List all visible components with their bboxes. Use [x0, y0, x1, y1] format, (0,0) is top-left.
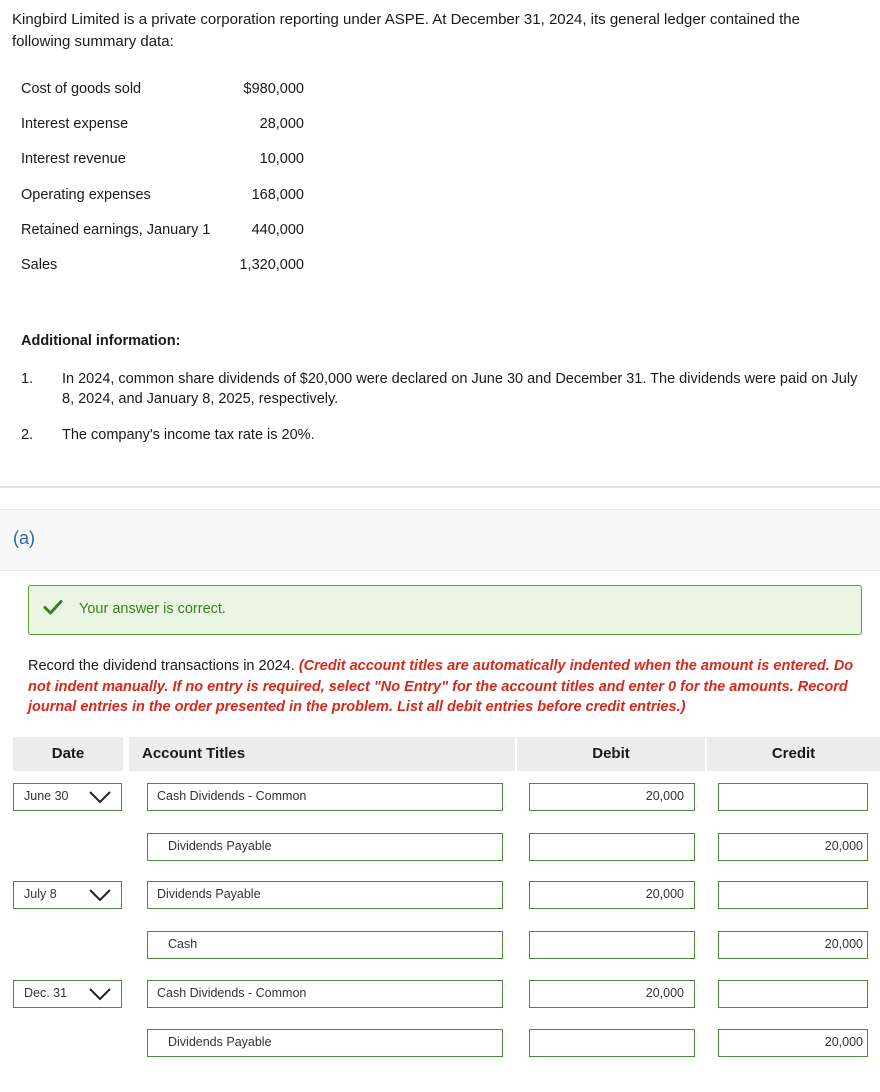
date-value: June 30: [24, 789, 69, 803]
ledger-row: [21, 255, 321, 290]
date-select[interactable]: [13, 980, 122, 1008]
ledger-amount: $980,000: [243, 81, 304, 97]
ledger-label: Interest expense: [21, 116, 129, 133]
credit-input[interactable]: [718, 783, 868, 811]
chevron-down-icon: [88, 789, 112, 805]
date-value: Dec. 31: [24, 986, 68, 1000]
ledger-row: [21, 149, 321, 184]
part-header: [0, 509, 880, 571]
ledger-amount: 28,000: [259, 116, 304, 133]
debit-input[interactable]: [529, 931, 695, 959]
date-select[interactable]: [13, 881, 122, 909]
ledger-label: Cost of goods sold: [21, 81, 142, 97]
header-debit: Debit: [517, 737, 705, 771]
debit-input[interactable]: 20,000: [529, 980, 695, 1008]
ledger-amount: 10,000: [259, 151, 304, 168]
info-item-number: 1.: [21, 371, 34, 387]
credit-input[interactable]: 20,000: [718, 1029, 868, 1057]
credit-input[interactable]: [718, 881, 868, 909]
ledger-label: Sales: [21, 256, 58, 273]
chevron-down-icon: [88, 986, 112, 1002]
ledger-row: [21, 79, 321, 114]
ledger-label: Interest revenue: [21, 151, 126, 168]
account-title-field[interactable]: Cash Dividends - Common: [147, 980, 503, 1008]
date-select[interactable]: [13, 783, 122, 811]
ledger-amount: 1,320,000: [239, 256, 304, 273]
feedback-banner: [28, 585, 862, 635]
info-item-text: In 2024, common share dividends of $20,000 were declared on June 30 and December 31. The dividends were paid on July 8, 2024, and January 8, 2025, respectively.: [62, 371, 858, 407]
debit-input[interactable]: 20,000: [529, 881, 695, 909]
ledger-amount: 168,000: [251, 186, 304, 203]
additional-info-heading: Additional information:: [21, 333, 181, 349]
ledger-row: [21, 185, 321, 220]
ledger-summary: [21, 79, 321, 290]
feedback-message: Your answer is correct.: [79, 601, 226, 617]
account-title-field[interactable]: Cash: [147, 931, 503, 959]
account-title-field[interactable]: Dividends Payable: [147, 1029, 503, 1057]
chevron-down-icon: [88, 887, 112, 903]
instructions-emphasis: (Credit account titles are automatically indented when the amount is entered. Do not indent manually. If no entry is required, select "No Entry" for the account titles and enter 0 for the amounts. Record journal entries in the order presented in the problem. List all debit entries before credit entries.): [28, 658, 854, 715]
account-title-field[interactable]: Dividends Payable: [147, 833, 503, 861]
instructions-lead: Record the dividend transactions in 2024.: [28, 658, 299, 674]
info-item-number: 2.: [21, 427, 34, 443]
debit-input[interactable]: [529, 833, 695, 861]
ledger-amount: 440,000: [251, 221, 304, 238]
account-title-field[interactable]: Dividends Payable: [147, 881, 503, 909]
check-icon: [43, 597, 63, 617]
section-divider: [0, 486, 880, 488]
ledger-row: [21, 114, 321, 149]
instructions: [28, 656, 860, 718]
info-item-text: The company's income tax rate is 20%.: [62, 427, 315, 443]
account-title-field[interactable]: Cash Dividends - Common: [147, 783, 503, 811]
debit-input[interactable]: [529, 1029, 695, 1057]
ledger-label: Retained earnings, January 1: [21, 221, 211, 238]
problem-intro: Kingbird Limited is a private corporation reporting under ASPE. At December 31, 2024, its general ledger contained the following summary data:: [12, 11, 800, 50]
header-account-titles: Account Titles: [129, 737, 515, 771]
part-label: (a): [13, 528, 35, 548]
debit-input[interactable]: 20,000: [529, 783, 695, 811]
credit-input[interactable]: [718, 980, 868, 1008]
date-value: July 8: [24, 887, 57, 901]
credit-input[interactable]: 20,000: [718, 931, 868, 959]
header-date: Date: [13, 737, 123, 771]
ledger-row: [21, 220, 321, 255]
credit-input[interactable]: 20,000: [718, 833, 868, 861]
header-credit: Credit: [707, 737, 880, 771]
ledger-label: Operating expenses: [21, 186, 151, 203]
